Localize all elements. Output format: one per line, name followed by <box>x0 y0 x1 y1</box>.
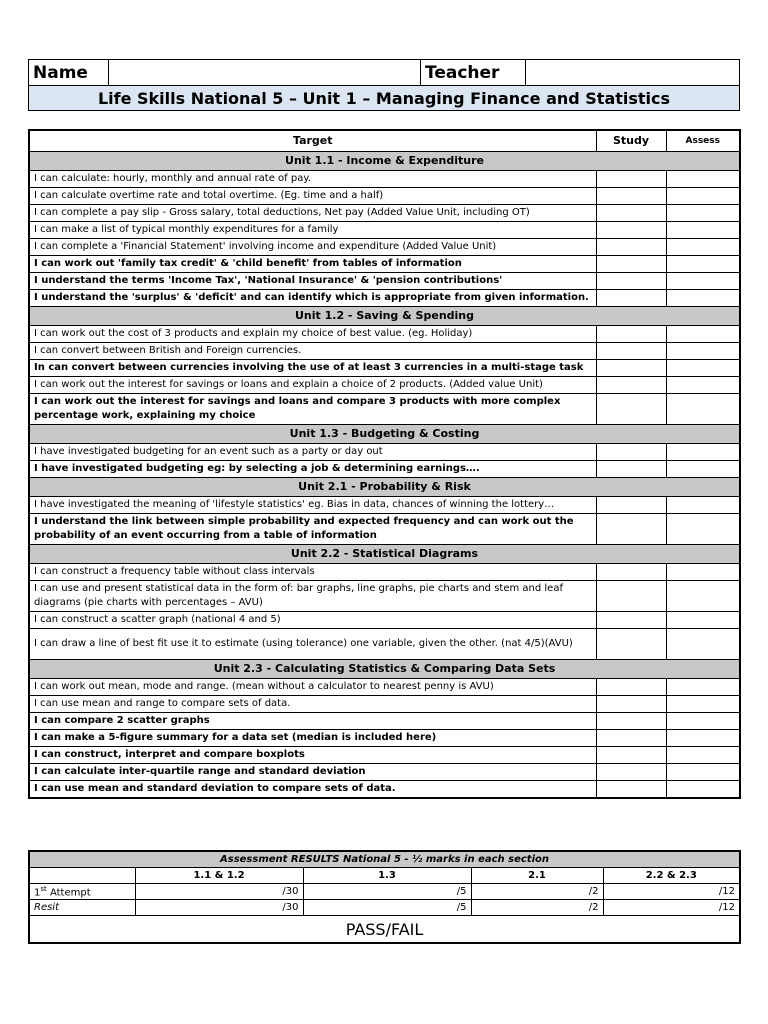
target-text: I can use mean and standard deviation to compare sets of data. <box>29 781 596 799</box>
target-row <box>29 564 740 581</box>
target-text: I can work out the interest for savings or loans and explain a choice of 2 products. (Added value Unit) <box>29 377 596 394</box>
assess-checkbox-cell[interactable] <box>666 612 740 629</box>
assess-checkbox-cell[interactable] <box>666 273 740 290</box>
assess-checkbox-cell[interactable] <box>666 256 740 273</box>
results-title: Assessment RESULTS National 5 - ½ marks in each section <box>29 851 740 868</box>
section-title: Unit 1.3 - Budgeting & Costing <box>29 425 740 444</box>
study-checkbox-cell[interactable] <box>596 326 666 343</box>
target-text: I can work out the interest for savings and loans and compare 3 products with more complex percentage work, explaining my choice <box>29 394 596 425</box>
study-checkbox-cell[interactable] <box>596 239 666 256</box>
assess-checkbox-cell[interactable] <box>666 564 740 581</box>
resit-row <box>29 900 740 916</box>
results-corner-cell <box>29 868 135 884</box>
assess-checkbox-cell[interactable] <box>666 222 740 239</box>
name-label: Name <box>29 60 109 86</box>
assess-checkbox-cell[interactable] <box>666 781 740 799</box>
study-checkbox-cell[interactable] <box>596 394 666 425</box>
assess-checkbox-cell[interactable] <box>666 205 740 222</box>
study-checkbox-cell[interactable] <box>596 764 666 781</box>
study-checkbox-cell[interactable] <box>596 497 666 514</box>
target-text: I can make a 5-figure summary for a data set (median is included here) <box>29 730 596 747</box>
study-checkbox-cell[interactable] <box>596 629 666 660</box>
target-row <box>29 629 740 660</box>
study-checkbox-cell[interactable] <box>596 747 666 764</box>
target-text: I can calculate overtime rate and total overtime. (Eg. time and a half) <box>29 188 596 205</box>
study-checkbox-cell[interactable] <box>596 514 666 545</box>
score-cell[interactable]: /5 <box>303 900 471 916</box>
study-checkbox-cell[interactable] <box>596 377 666 394</box>
student-header <box>28 59 740 111</box>
score-cell[interactable]: /5 <box>303 884 471 900</box>
target-row <box>29 730 740 747</box>
target-row <box>29 679 740 696</box>
study-checkbox-cell[interactable] <box>596 205 666 222</box>
section-header-row <box>29 545 740 564</box>
target-row <box>29 343 740 360</box>
study-checkbox-cell[interactable] <box>596 188 666 205</box>
target-row <box>29 290 740 307</box>
assessment-results-table <box>28 850 741 944</box>
target-row <box>29 360 740 377</box>
target-text: I have investigated budgeting for an event such as a party or day out <box>29 444 596 461</box>
study-checkbox-cell[interactable] <box>596 612 666 629</box>
study-checkbox-cell[interactable] <box>596 343 666 360</box>
section-title: Unit 1.1 - Income & Expenditure <box>29 152 740 171</box>
study-checkbox-cell[interactable] <box>596 256 666 273</box>
assess-checkbox-cell[interactable] <box>666 747 740 764</box>
target-row <box>29 171 740 188</box>
target-text: I understand the link between simple probability and expected frequency and can work out the probability of an event occurring from a table of information <box>29 514 596 545</box>
target-row <box>29 497 740 514</box>
assess-checkbox-cell[interactable] <box>666 239 740 256</box>
assess-checkbox-cell[interactable] <box>666 514 740 545</box>
target-text: I can make a list of typical monthly expenditures for a family <box>29 222 596 239</box>
target-column-header: Target <box>29 130 596 152</box>
study-checkbox-cell[interactable] <box>596 781 666 799</box>
results-col-header: 1.3 <box>303 868 471 884</box>
assess-checkbox-cell[interactable] <box>666 764 740 781</box>
section-title: Unit 2.1 - Probability & Risk <box>29 478 740 497</box>
target-text: I understand the 'surplus' & 'deficit' and can identify which is appropriate from given information. <box>29 290 596 307</box>
assess-column-header: Assess <box>666 130 740 152</box>
target-row <box>29 514 740 545</box>
study-checkbox-cell[interactable] <box>596 222 666 239</box>
target-text: I can calculate: hourly, monthly and annual rate of pay. <box>29 171 596 188</box>
study-checkbox-cell[interactable] <box>596 581 666 612</box>
assess-checkbox-cell[interactable] <box>666 696 740 713</box>
target-row <box>29 747 740 764</box>
results-col-header: 2.1 <box>471 868 603 884</box>
study-checkbox-cell[interactable] <box>596 679 666 696</box>
assess-checkbox-cell[interactable] <box>666 290 740 307</box>
section-title: Unit 2.3 - Calculating Statistics & Comparing Data Sets <box>29 660 740 679</box>
score-cell[interactable]: /12 <box>603 900 740 916</box>
first-attempt-row <box>29 884 740 900</box>
target-text: I can work out the cost of 3 products and explain my choice of best value. (eg. Holiday) <box>29 326 596 343</box>
target-row <box>29 239 740 256</box>
section-header-row <box>29 307 740 326</box>
study-checkbox-cell[interactable] <box>596 713 666 730</box>
target-text: I can complete a 'Financial Statement' involving income and expenditure (Added Value Unit) <box>29 239 596 256</box>
results-col-header: 1.1 & 1.2 <box>135 868 303 884</box>
target-checklist <box>28 129 741 799</box>
score-cell[interactable]: /12 <box>603 884 740 900</box>
study-column-header: Study <box>596 130 666 152</box>
teacher-label: Teacher <box>421 60 526 86</box>
teacher-field[interactable] <box>526 60 740 86</box>
study-checkbox-cell[interactable] <box>596 696 666 713</box>
target-text: I can use mean and range to compare sets of data. <box>29 696 596 713</box>
study-checkbox-cell[interactable] <box>596 564 666 581</box>
section-header-row <box>29 478 740 497</box>
checklist-header-row <box>29 130 740 152</box>
assess-checkbox-cell[interactable] <box>666 394 740 425</box>
study-checkbox-cell[interactable] <box>596 730 666 747</box>
target-row <box>29 222 740 239</box>
score-cell[interactable]: /30 <box>135 884 303 900</box>
target-row <box>29 188 740 205</box>
assess-checkbox-cell[interactable] <box>666 343 740 360</box>
target-text: I have investigated the meaning of 'lifestyle statistics' eg. Bias in data, chances of winning the lottery… <box>29 497 596 514</box>
assess-checkbox-cell[interactable] <box>666 679 740 696</box>
target-row <box>29 713 740 730</box>
study-checkbox-cell[interactable] <box>596 273 666 290</box>
assess-checkbox-cell[interactable] <box>666 713 740 730</box>
target-text: I can work out 'family tax credit' & 'child benefit' from tables of information <box>29 256 596 273</box>
target-row <box>29 377 740 394</box>
score-cell[interactable]: /30 <box>135 900 303 916</box>
assess-checkbox-cell[interactable] <box>666 497 740 514</box>
resit-label: Resit <box>29 900 135 916</box>
attempt-label: 1st Attempt <box>29 884 135 900</box>
target-text: I can construct, interpret and compare boxplots <box>29 747 596 764</box>
target-text: I understand the terms 'Income Tax', 'National Insurance' & 'pension contributions' <box>29 273 596 290</box>
study-checkbox-cell[interactable] <box>596 171 666 188</box>
target-row <box>29 461 740 478</box>
section-header-row <box>29 425 740 444</box>
assess-checkbox-cell[interactable] <box>666 461 740 478</box>
assess-checkbox-cell[interactable] <box>666 629 740 660</box>
results-col-header: 2.2 & 2.3 <box>603 868 740 884</box>
target-row <box>29 273 740 290</box>
study-checkbox-cell[interactable] <box>596 360 666 377</box>
target-text: I can complete a pay slip - Gross salary, total deductions, Net pay (Added Value Unit, including OT) <box>29 205 596 222</box>
study-checkbox-cell[interactable] <box>596 444 666 461</box>
target-text: I can compare 2 scatter graphs <box>29 713 596 730</box>
assess-checkbox-cell[interactable] <box>666 444 740 461</box>
target-text: In can convert between currencies involving the use of at least 3 currencies in a multi-stage task <box>29 360 596 377</box>
target-text: I can construct a frequency table without class intervals <box>29 564 596 581</box>
assess-checkbox-cell[interactable] <box>666 730 740 747</box>
section-header-row <box>29 660 740 679</box>
assess-checkbox-cell[interactable] <box>666 326 740 343</box>
target-row <box>29 612 740 629</box>
target-row <box>29 696 740 713</box>
target-row <box>29 764 740 781</box>
study-checkbox-cell[interactable] <box>596 461 666 478</box>
target-row <box>29 326 740 343</box>
target-row <box>29 256 740 273</box>
target-row <box>29 581 740 612</box>
assess-checkbox-cell[interactable] <box>666 581 740 612</box>
target-text: I can draw a line of best fit use it to estimate (using tolerance) one variable, given the other. (nat 4/5)(AVU) <box>29 629 596 660</box>
target-text: I can work out mean, mode and range. (mean without a calculator to nearest penny is AVU) <box>29 679 596 696</box>
assess-checkbox-cell[interactable] <box>666 360 740 377</box>
score-cell[interactable]: /2 <box>471 900 603 916</box>
target-text: I can convert between British and Foreign currencies. <box>29 343 596 360</box>
target-text: I can construct a scatter graph (national 4 and 5) <box>29 612 596 629</box>
target-row <box>29 394 740 425</box>
section-header-row <box>29 152 740 171</box>
section-title: Unit 1.2 - Saving & Spending <box>29 307 740 326</box>
target-row <box>29 205 740 222</box>
target-text: I can calculate inter-quartile range and standard deviation <box>29 764 596 781</box>
page-title: Life Skills National 5 – Unit 1 – Managing Finance and Statistics <box>29 86 740 111</box>
target-row <box>29 781 740 799</box>
assess-checkbox-cell[interactable] <box>666 188 740 205</box>
pass-fail-cell[interactable]: PASS/FAIL <box>29 916 740 944</box>
section-title: Unit 2.2 - Statistical Diagrams <box>29 545 740 564</box>
target-text: I have investigated budgeting eg: by selecting a job & determining earnings…. <box>29 461 596 478</box>
assess-checkbox-cell[interactable] <box>666 171 740 188</box>
name-field[interactable] <box>109 60 421 86</box>
target-text: I can use and present statistical data in the form of: bar graphs, line graphs, pie charts and stem and leaf diagrams (pie charts with percentages – AVU) <box>29 581 596 612</box>
score-cell[interactable]: /2 <box>471 884 603 900</box>
assess-checkbox-cell[interactable] <box>666 377 740 394</box>
study-checkbox-cell[interactable] <box>596 290 666 307</box>
target-row <box>29 444 740 461</box>
